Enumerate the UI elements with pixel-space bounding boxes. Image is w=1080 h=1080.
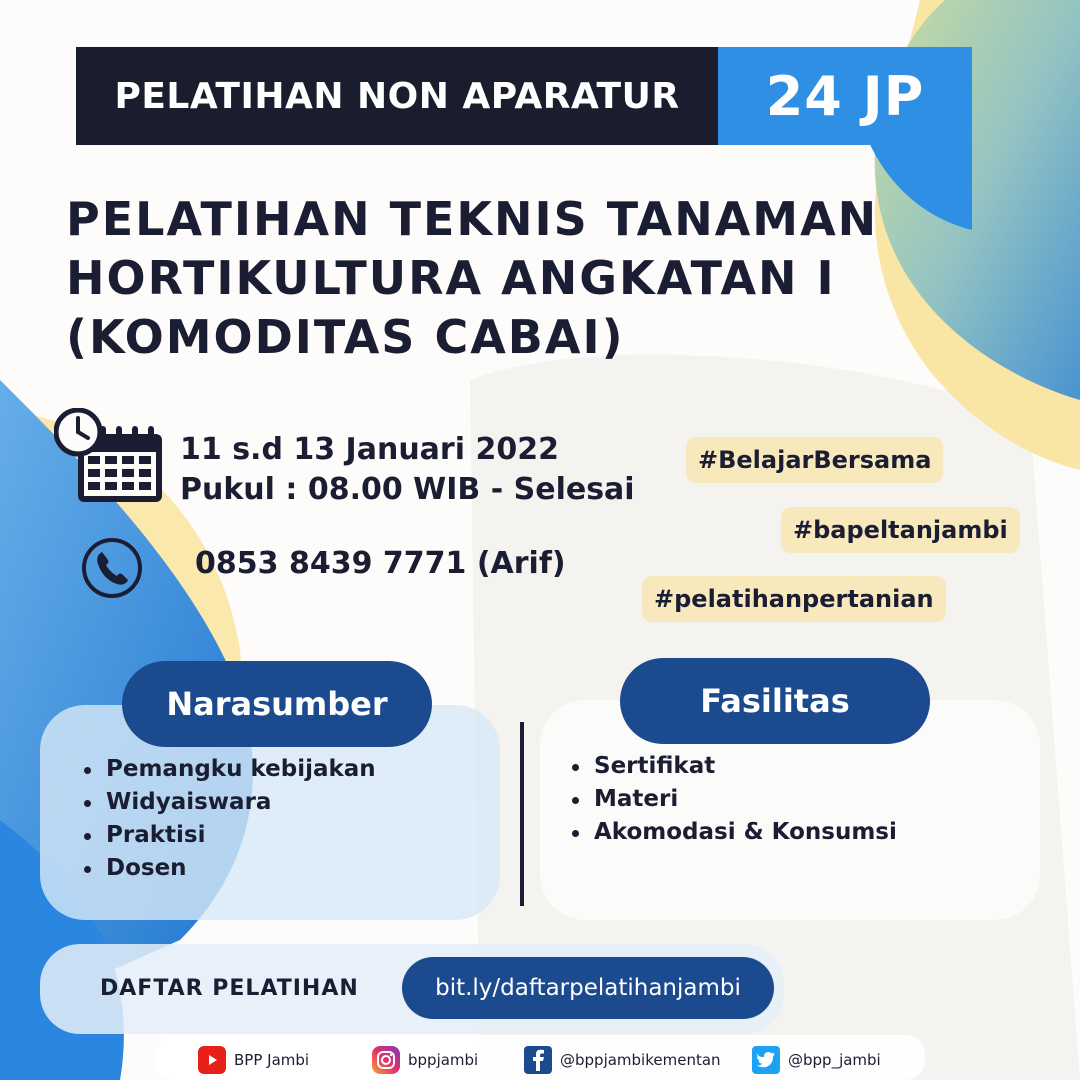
registration-label: DAFTAR PELATIHAN — [100, 976, 359, 1001]
column-divider — [520, 722, 524, 906]
narasumber-heading: Narasumber — [122, 661, 432, 747]
social-handle: bppjambi — [408, 1051, 479, 1069]
list-item: Praktisi — [80, 819, 376, 852]
title-line-2: HORTIKULTURA ANGKATAN I — [66, 251, 836, 305]
hashtag-pelatihanpertanian: #pelatihanpertanian — [642, 576, 946, 622]
social-twitter[interactable] — [752, 1040, 881, 1080]
fasilitas-list — [568, 750, 897, 849]
social-instagram[interactable] — [372, 1040, 478, 1080]
fasilitas-heading: Fasilitas — [620, 658, 930, 744]
social-handle: @bppjambikementan — [560, 1051, 721, 1069]
list-item: Sertifikat — [568, 750, 897, 783]
calendar-clock-icon — [54, 408, 166, 504]
hashtag-belajarbersama: #BelajarBersama — [686, 437, 943, 483]
hashtag-bapeltanjambi: #bapeltanjambi — [781, 507, 1020, 553]
training-title — [66, 190, 966, 367]
title-line-3: (KOMODITAS CABAI) — [66, 310, 625, 364]
registration-link[interactable]: bit.ly/daftarpelatihanjambi — [402, 957, 774, 1019]
instagram-icon — [372, 1046, 400, 1074]
list-item: Pemangku kebijakan — [80, 753, 376, 786]
contact-phone: 0853 8439 7771 (Arif) — [195, 546, 566, 581]
social-handle: @bpp_jambi — [788, 1051, 881, 1069]
twitter-icon — [752, 1046, 780, 1074]
social-handle: BPP Jambi — [234, 1051, 310, 1069]
schedule-date: 11 s.d 13 Januari 2022 — [180, 432, 559, 467]
list-item: Dosen — [80, 852, 376, 885]
list-item: Akomodasi & Konsumsi — [568, 816, 897, 849]
social-youtube[interactable] — [198, 1040, 309, 1080]
category-banner: PELATIHAN NON APARATUR — [76, 47, 718, 145]
hours-badge: 24 JP — [718, 47, 972, 145]
phone-icon — [80, 536, 144, 600]
social-facebook[interactable] — [524, 1040, 721, 1080]
facebook-icon — [524, 1046, 552, 1074]
schedule-time: Pukul : 08.00 WIB - Selesai — [180, 472, 635, 507]
list-item: Widyaiswara — [80, 786, 376, 819]
title-line-1: PELATIHAN TEKNIS TANAMAN — [66, 192, 879, 246]
narasumber-list — [80, 753, 376, 885]
youtube-icon — [198, 1046, 226, 1074]
list-item: Materi — [568, 783, 897, 816]
